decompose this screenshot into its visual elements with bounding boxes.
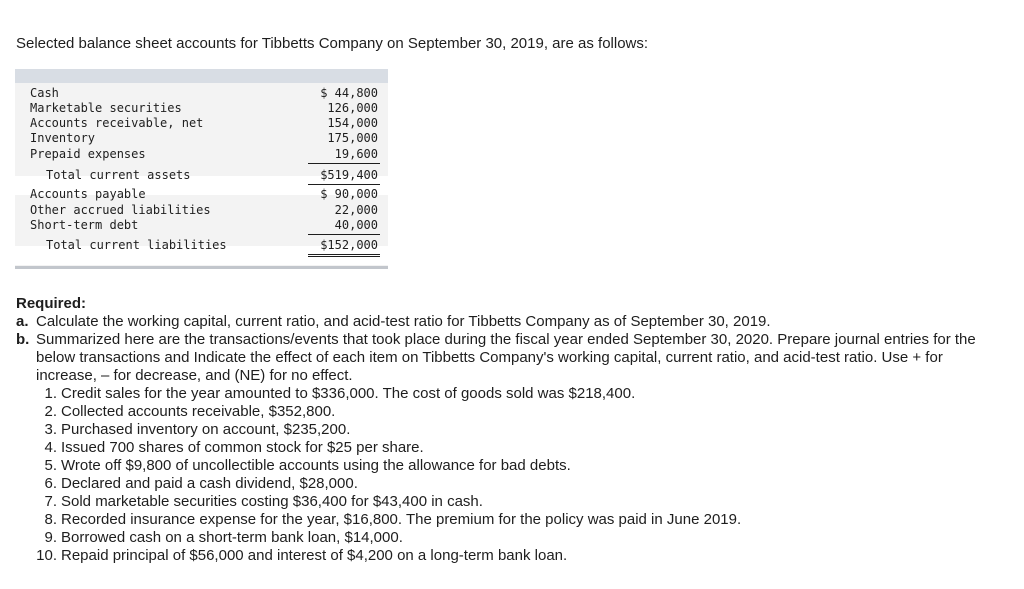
item-text: Sold marketable securities costing $36,400 for $43,400 in cash. (61, 493, 483, 510)
item-text: Issued 700 shares of common stock for $25 per share. (61, 439, 424, 456)
row-label: Prepaid expenses (30, 147, 146, 161)
row-label: Accounts receivable, net (30, 116, 204, 130)
row-value: 154,000 (327, 116, 378, 130)
item-number: 6. (44, 475, 57, 492)
list-item (16, 547, 1006, 565)
list-item (16, 439, 1006, 457)
item-text: Repaid principal of $56,000 and interest of $4,200 on a long-term bank loan. (61, 547, 568, 564)
row-label: Accounts payable (30, 187, 146, 201)
row-value: 19,600 (334, 147, 378, 161)
intro-text: Selected balance sheet accounts for Tibbetts Company on September 30, 2019, are as follows: (16, 35, 649, 52)
row-value: $152,000 (320, 238, 378, 252)
row-value: 126,000 (327, 101, 378, 115)
required-title: Required: (16, 295, 87, 312)
row-label: Total current liabilities (46, 238, 227, 252)
part-a-marker: a. (16, 313, 29, 330)
balance-sheet-table (15, 69, 388, 269)
row-label: Inventory (30, 131, 96, 145)
table-row (15, 147, 388, 162)
double-rule (308, 254, 380, 257)
item-number: 5. (44, 457, 57, 474)
list-item (16, 511, 1006, 529)
item-text: Collected accounts receivable, $352,800. (61, 403, 336, 420)
part-a (16, 313, 1006, 331)
required-section (16, 295, 1006, 565)
row-value: 40,000 (334, 218, 378, 232)
item-number: 7. (44, 493, 57, 510)
row-label: Marketable securities (30, 101, 182, 115)
row-value: $ 90,000 (320, 187, 378, 201)
table-row (15, 131, 388, 146)
list-item (16, 457, 1006, 475)
subtotal-rule (308, 163, 380, 164)
table-row (15, 116, 388, 131)
table-row (15, 187, 388, 202)
item-number: 4. (44, 439, 57, 456)
item-number: 1. (44, 385, 57, 402)
item-text: Purchased inventory on account, $235,200. (61, 421, 351, 438)
table-row (15, 203, 388, 218)
total-row (15, 168, 388, 183)
item-text: Recorded insurance expense for the year, $16,800. The premium for the policy was paid in June 2019. (61, 511, 742, 528)
item-text: Wrote off $9,800 of uncollectible accounts using the allowance for bad debts. (61, 457, 571, 474)
list-item (16, 403, 1006, 421)
item-number: 9. (44, 529, 57, 546)
item-text: Declared and paid a cash dividend, $28,000. (61, 475, 358, 492)
list-item (16, 493, 1006, 511)
table-row (15, 101, 388, 116)
row-value: $ 44,800 (320, 86, 378, 100)
part-a-text: Calculate the working capital, current ratio, and acid-test ratio for Tibbetts Company as of September 30, 2019. (36, 313, 771, 330)
row-value: $519,400 (320, 168, 378, 182)
item-number: 10. (36, 547, 57, 564)
transaction-list (16, 385, 1006, 565)
list-item (16, 529, 1006, 547)
list-item (16, 421, 1006, 439)
part-b-marker: b. (16, 331, 30, 348)
item-number: 2. (44, 403, 57, 420)
item-number: 3. (44, 421, 57, 438)
row-label: Cash (30, 86, 59, 100)
table-row (15, 86, 388, 101)
list-item (16, 475, 1006, 493)
row-label: Total current assets (46, 168, 191, 182)
total-rule (308, 184, 380, 185)
item-text: Borrowed cash on a short-term bank loan, $14,000. (61, 529, 403, 546)
item-text: Credit sales for the year amounted to $336,000. The cost of goods sold was $218,400. (61, 385, 636, 402)
row-value: 22,000 (334, 203, 378, 217)
subtotal-rule (308, 234, 380, 235)
part-b (16, 331, 1006, 385)
table-row (15, 218, 388, 233)
row-label: Short-term debt (30, 218, 139, 232)
item-number: 8. (44, 511, 57, 528)
part-b-text: Summarized here are the transactions/events that took place during the fiscal year ended September 30, 2020. Prepare journal entries for the below transactions and Indicate the effect of each item on Tibbetts Company's working capital, current ratio, and acid-test ratio. Use + for increase, – for decrease, and (NE) for no effect. (36, 331, 976, 384)
list-item (16, 385, 1006, 403)
total-row (15, 238, 388, 253)
row-label: Other accrued liabilities (30, 203, 211, 217)
row-value: 175,000 (327, 131, 378, 145)
